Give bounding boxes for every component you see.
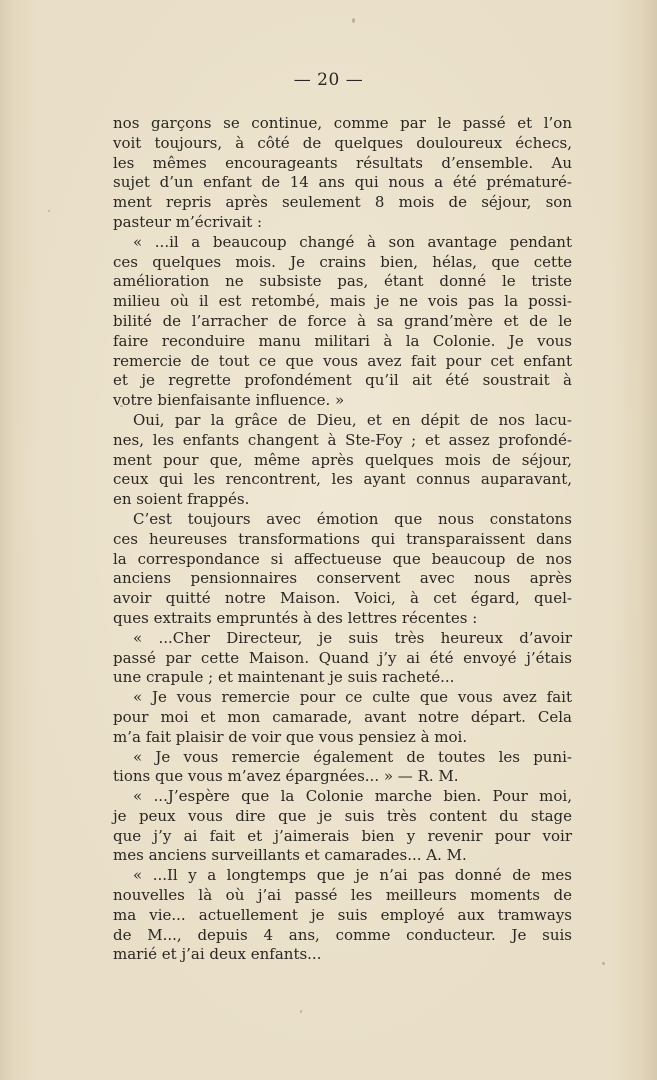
- text-line: mes anciens surveillants et camarades... A. M.: [113, 846, 467, 865]
- text-line: je peux vous dire que je suis très content du stage: [113, 806, 572, 825]
- text-line: marié et j’ai deux enfants...: [113, 945, 322, 964]
- text-line: « Je vous remercie également de toutes les puni-: [133, 747, 572, 766]
- text-line: sujet d’un enfant de 14 ans qui nous a été prématuré-: [113, 173, 572, 192]
- text-line: de M..., depuis 4 ans, comme conducteur. Je suis: [113, 925, 572, 944]
- text-line: nos garçons se continue, comme par le passé et l’on: [113, 114, 572, 132]
- text-line: ceux qui les rencontrent, les ayant connus auparavant,: [113, 470, 572, 489]
- text-line: « ...il a beaucoup changé à son avantage pendant: [133, 232, 572, 251]
- text-line: que j’y ai fait et j’aimerais bien y revenir pour voir: [113, 826, 572, 845]
- body-text: [113, 114, 572, 965]
- text-line: « ...Cher Directeur, je suis très heureux d’avoir: [133, 628, 572, 647]
- text-line: avoir quitté notre Maison. Voici, à cet égard, quel-: [113, 589, 572, 608]
- text-line: Oui, par la grâce de Dieu, et en dépit de nos lacu-: [133, 410, 572, 429]
- text-line: ques extraits empruntés à des lettres récentes :: [113, 608, 478, 627]
- page-number: — 20 —: [293, 70, 364, 90]
- text-line: m’a fait plaisir de voir que vous pensiez à moi.: [113, 727, 468, 746]
- text-line: milieu où il est retombé, mais je ne vois pas la possi-: [113, 292, 572, 311]
- text-line: nes, les enfants changent à Ste-Foy ; et assez profondé-: [113, 430, 572, 449]
- paper-speck: [120, 405, 123, 407]
- paper-speck: [352, 18, 355, 23]
- text-line: remercie de tout ce que vous avez fait pour cet enfant: [113, 351, 572, 370]
- text-line: « ...J’espère que la Colonie marche bien. Pour moi,: [133, 787, 572, 806]
- text-line: pasteur m’écrivait :: [113, 212, 263, 231]
- text-line: anciens pensionnaires conservent avec nous après: [113, 569, 572, 588]
- text-line: pour moi et mon camarade, avant notre départ. Cela: [113, 707, 572, 726]
- paper-speck: [560, 140, 562, 142]
- text-line: ces heureuses transformations qui transparaissent dans: [113, 529, 572, 548]
- text-line: une crapule ; et maintenant je suis racheté...: [113, 668, 455, 687]
- text-line: voit toujours, à côté de quelques douloureux échecs,: [113, 133, 572, 152]
- text-line: ces quelques mois. Je crains bien, hélas, que cette: [113, 252, 572, 271]
- text-line: nouvelles là où j’ai passé les meilleurs moments de: [113, 886, 572, 905]
- text-line: passé par cette Maison. Quand j’y ai été envoyé j’étais: [113, 648, 572, 667]
- text-line: ma vie... actuellement je suis employé aux tramways: [113, 905, 572, 924]
- text-line: en soient frappés.: [113, 490, 250, 509]
- text-line: ment pour que, même après quelques mois de séjour,: [113, 450, 572, 469]
- text-line: bilité de l’arracher de force à sa grand’mère et de le: [113, 311, 572, 330]
- text-line: amélioration ne subsiste pas, étant donné le triste: [113, 272, 572, 291]
- paper-speck: [300, 1010, 302, 1013]
- text-line: « Je vous remercie pour ce culte que vous avez fait: [133, 688, 572, 707]
- text-line: les mêmes encourageants résultats d’ensemble. Au: [113, 153, 572, 172]
- text-line: ment repris après seulement 8 mois de séjour, son: [113, 193, 572, 212]
- text-line: la correspondance si affectueuse que beaucoup de nos: [113, 549, 572, 568]
- text-line: tions que vous m’avez épargnées... » — R. M.: [113, 767, 459, 786]
- text-line: votre bienfaisante influence. »: [113, 391, 345, 410]
- paper-speck: [602, 962, 605, 965]
- text-line: « ...Il y a longtemps que je n’ai pas donné de mes: [133, 866, 572, 885]
- text-line: C’est toujours avec émotion que nous constatons: [133, 509, 572, 528]
- text-line: et je regrette profondément qu’il ait été soustrait à: [113, 371, 572, 390]
- paper-speck: [48, 210, 50, 212]
- text-line: faire reconduire manu militari à la Colonie. Je vous: [113, 331, 572, 350]
